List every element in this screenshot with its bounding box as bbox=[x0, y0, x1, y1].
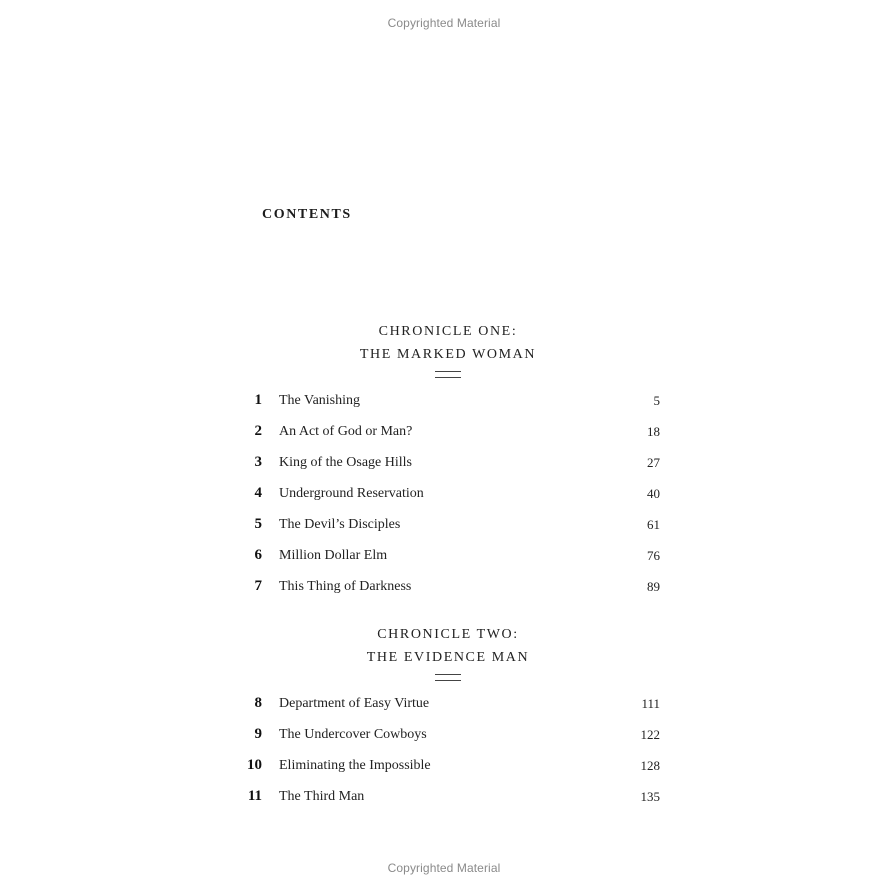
chapter-number: 9 bbox=[254, 726, 262, 742]
chapter-title: The Third Man bbox=[279, 789, 365, 804]
chapter-number: 7 bbox=[254, 578, 262, 594]
toc-entry[interactable] bbox=[238, 417, 662, 448]
contents-heading: CONTENTS bbox=[262, 207, 352, 222]
chronicle-label: CHRONICLE TWO: bbox=[377, 627, 519, 642]
chronicle-one-chapter-list bbox=[238, 386, 662, 603]
chronicle-label: CHRONICLE ONE: bbox=[378, 324, 518, 339]
chapter-title: Eliminating the Impossible bbox=[279, 758, 431, 773]
page-number: 128 bbox=[640, 758, 660, 773]
chapter-title: The Devil’s Disciples bbox=[279, 517, 401, 532]
chapter-number: 2 bbox=[254, 423, 262, 439]
toc-entry[interactable] bbox=[238, 720, 662, 751]
chapter-number: 10 bbox=[247, 757, 262, 773]
toc-entry[interactable] bbox=[238, 510, 662, 541]
toc-entry[interactable] bbox=[238, 751, 662, 782]
page-number: 40 bbox=[647, 486, 660, 501]
chronicle-two-chapter-list bbox=[238, 689, 662, 813]
page-number: 111 bbox=[641, 696, 660, 711]
chapter-number: 5 bbox=[254, 516, 262, 532]
watermark-top: Copyrighted Material bbox=[387, 16, 501, 30]
chronicle-title: THE EVIDENCE MAN bbox=[366, 650, 530, 665]
chapter-title: Underground Reservation bbox=[279, 486, 424, 501]
chapter-number: 11 bbox=[247, 788, 262, 804]
toc-entry[interactable] bbox=[238, 782, 662, 813]
chapter-number: 4 bbox=[254, 485, 262, 501]
chronicle-title: THE MARKED WOMAN bbox=[359, 347, 537, 362]
chapter-number: 1 bbox=[254, 392, 262, 408]
chronicle-two-heading bbox=[248, 623, 648, 681]
toc-entry[interactable] bbox=[238, 448, 662, 479]
chapter-number: 3 bbox=[254, 454, 262, 470]
chapter-title: King of the Osage Hills bbox=[279, 455, 412, 470]
toc-entry[interactable] bbox=[238, 572, 662, 603]
toc-entry[interactable] bbox=[238, 541, 662, 572]
toc-entry[interactable] bbox=[238, 386, 662, 417]
page-number: 27 bbox=[647, 455, 660, 470]
toc-entry[interactable] bbox=[238, 689, 662, 720]
chapter-title: An Act of God or Man? bbox=[279, 424, 413, 439]
page-number: 135 bbox=[640, 789, 660, 804]
chapter-title: The Undercover Cowboys bbox=[279, 727, 427, 742]
page-number: 18 bbox=[647, 424, 660, 439]
chapter-title: The Vanishing bbox=[279, 393, 361, 408]
chapter-title: Million Dollar Elm bbox=[279, 548, 388, 563]
double-rule-ornament bbox=[435, 371, 461, 378]
chapter-number: 8 bbox=[254, 695, 262, 711]
chronicle-one-heading bbox=[248, 320, 648, 378]
page-number: 89 bbox=[647, 579, 660, 594]
page-number: 122 bbox=[640, 727, 660, 742]
toc-entry[interactable] bbox=[238, 479, 662, 510]
chapter-title: Department of Easy Virtue bbox=[279, 696, 430, 711]
double-rule-ornament bbox=[435, 674, 461, 681]
chapter-title: This Thing of Darkness bbox=[279, 579, 412, 594]
page-number: 5 bbox=[653, 393, 660, 408]
watermark-bottom: Copyrighted Material bbox=[387, 861, 501, 875]
chapter-number: 6 bbox=[254, 547, 262, 563]
page-number: 76 bbox=[647, 548, 660, 563]
page-number: 61 bbox=[647, 517, 660, 532]
